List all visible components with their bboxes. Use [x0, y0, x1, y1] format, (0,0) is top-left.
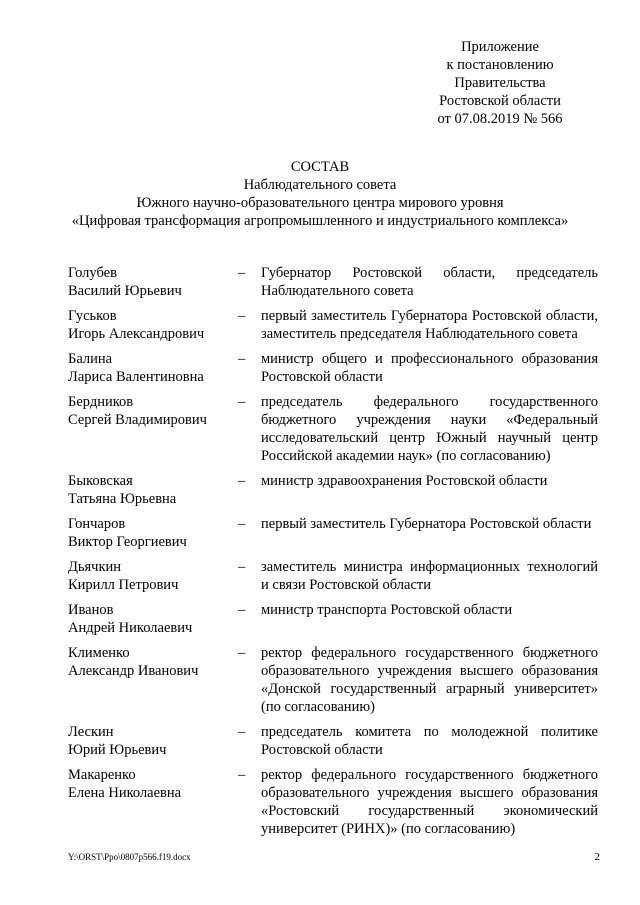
appendix-header	[420, 38, 580, 128]
member-name	[68, 515, 233, 551]
member-name	[68, 644, 233, 680]
page-number: 2	[594, 851, 600, 863]
member-surname: Бердников	[68, 394, 134, 410]
member-name	[68, 307, 233, 343]
title-line: Южного научно-образовательного центра мирового уровня	[136, 195, 504, 211]
member-name	[68, 350, 233, 386]
member-given-name: Татьяна Юрьевна	[68, 491, 177, 507]
title-heading: СОСТАВ	[290, 159, 350, 175]
member-given-name: Андрей Николаевич	[68, 620, 193, 636]
member-role: первый заместитель Губернатора Ростовской области, заместитель председателя Наблюдательного совета	[261, 308, 598, 342]
member-surname: Гончаров	[68, 516, 126, 532]
appendix-line: Приложение	[461, 39, 539, 55]
member-row	[68, 558, 598, 594]
member-role: министр транспорта Ростовской области	[261, 602, 513, 618]
member-row	[68, 766, 598, 838]
member-surname: Гуськов	[68, 308, 117, 324]
dash-separator: –	[238, 645, 246, 661]
member-given-name: Сергей Владимирович	[68, 412, 207, 428]
member-name	[68, 264, 233, 300]
member-given-name: Александр Иванович	[68, 663, 199, 679]
member-row	[68, 264, 598, 300]
member-surname: Клименко	[68, 645, 130, 661]
appendix-line: Ростовской области	[439, 93, 561, 109]
member-name	[68, 601, 233, 637]
dash-separator: –	[238, 767, 246, 783]
file-path: Y:\ORST\Ppo\0807p566.f19.docx	[68, 852, 191, 862]
member-name	[68, 558, 233, 594]
dash-separator: –	[238, 265, 246, 281]
member-role: ректор федерального государственного бюджетного образовательного учреждения высшего образования «Донской государственный аграрный университет» (по согласованию)	[261, 645, 598, 715]
member-row	[68, 601, 598, 637]
dash-separator: –	[238, 473, 246, 489]
member-role: председатель комитета по молодежной политике Ростовской области	[261, 724, 598, 758]
dash-separator: –	[238, 602, 246, 618]
member-row	[68, 393, 598, 465]
member-role: первый заместитель Губернатора Ростовской области	[261, 516, 592, 532]
member-role: заместитель министра информационных технологий и связи Ростовской области	[261, 559, 598, 593]
member-surname: Дьячкин	[68, 559, 122, 575]
member-given-name: Юрий Юрьевич	[68, 742, 167, 758]
title-line: Наблюдательного совета	[243, 177, 397, 193]
member-name	[68, 393, 233, 429]
members-list	[68, 264, 598, 845]
member-surname: Балина	[68, 351, 113, 367]
dash-separator: –	[238, 516, 246, 532]
member-given-name: Василий Юрьевич	[68, 283, 182, 299]
member-given-name: Игорь Александрович	[68, 326, 205, 342]
member-role: министр здравоохранения Ростовской области	[261, 473, 548, 489]
member-role: министр общего и профессионального образования Ростовской области	[261, 351, 598, 385]
member-given-name: Лариса Валентиновна	[68, 369, 204, 385]
dash-separator: –	[238, 351, 246, 367]
member-name	[68, 766, 233, 802]
member-row	[68, 723, 598, 759]
title-line: «Цифровая трансформация агропромышленного и индустриального комплекса»	[71, 213, 569, 229]
member-given-name: Елена Николаевна	[68, 785, 182, 801]
member-row	[68, 644, 598, 716]
member-row	[68, 515, 598, 551]
member-role: Губернатор Ростовской области, председатель Наблюдательного совета	[261, 265, 598, 299]
member-row	[68, 307, 598, 343]
appendix-line: к постановлению	[446, 57, 554, 73]
member-given-name: Виктор Георгиевич	[68, 534, 187, 550]
dash-separator: –	[238, 724, 246, 740]
member-row	[68, 350, 598, 386]
member-role: ректор федерального государственного бюджетного образовательного учреждения высшего образования «Ростовский государственный экономический университет (РИНХ)» (по согласованию)	[261, 767, 598, 837]
member-name	[68, 723, 233, 759]
member-surname: Иванов	[68, 602, 114, 618]
dash-separator: –	[238, 308, 246, 324]
dash-separator: –	[238, 559, 246, 575]
dash-separator: –	[238, 394, 246, 410]
member-name	[68, 472, 233, 508]
member-surname: Лескин	[68, 724, 114, 740]
appendix-line: Правительства	[454, 75, 546, 91]
appendix-date-number: от 07.08.2019 № 566	[437, 111, 563, 127]
document-title	[50, 158, 590, 230]
member-row	[68, 472, 598, 508]
member-given-name: Кирилл Петрович	[68, 577, 179, 593]
member-surname: Макаренко	[68, 767, 136, 783]
member-role: председатель федерального государственного бюджетного учреждения науки «Федеральный исследовательский центр Южный научный центр Российской академии наук» (по согласованию)	[261, 394, 598, 464]
member-surname: Голубев	[68, 265, 117, 281]
member-surname: Быковская	[68, 473, 133, 489]
